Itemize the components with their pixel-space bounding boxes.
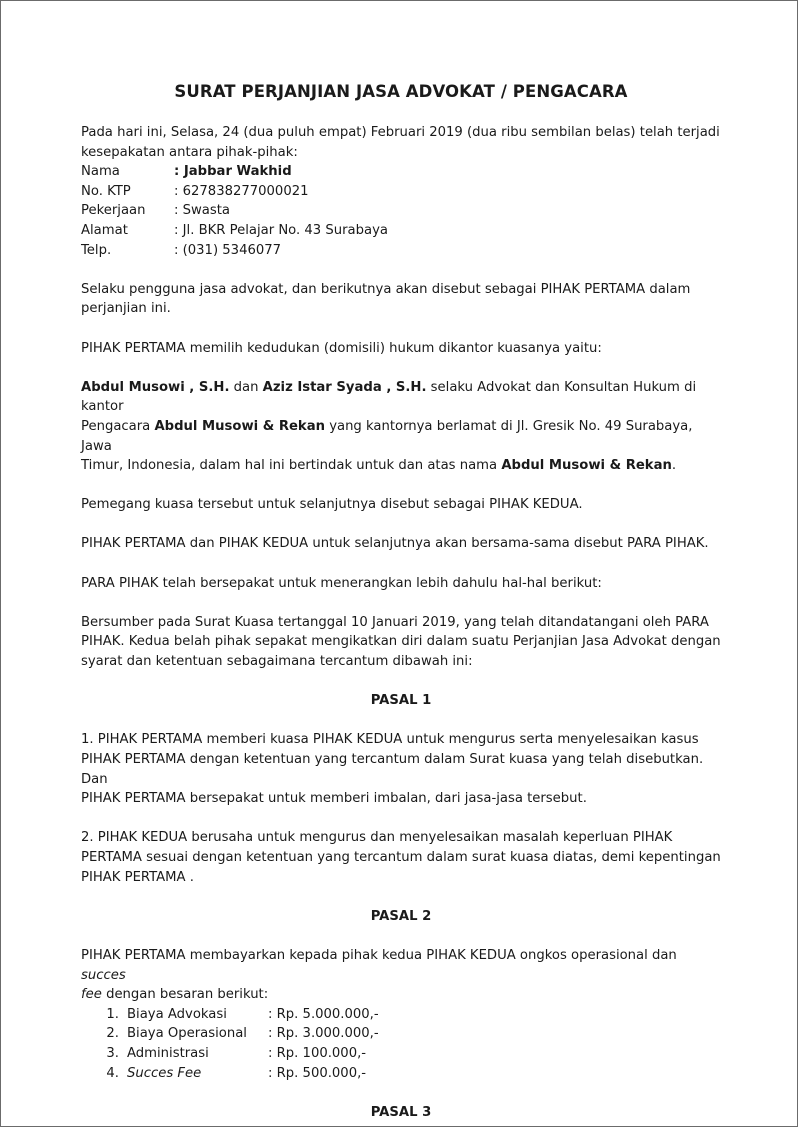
text-run: Timur, Indonesia, dalam hal ini bertindak untuk dan atas nama — [81, 458, 502, 474]
text-run: Pengacara — [81, 418, 155, 434]
paragraph-line: PIHAK. Kedua belah pihak sepakat mengikatkan diri dalam suatu Perjanjian Jasa Advokat dengan — [81, 634, 721, 650]
fee-number: 3. — [106, 1045, 119, 1061]
domisili-paragraph: PIHAK PERTAMA memilih kedudukan (domisili) hukum dikantor kuasanya yaitu: — [81, 340, 602, 356]
bersumber-paragraph — [81, 613, 721, 672]
fee-number: 4. — [106, 1065, 119, 1081]
sepakat-paragraph: PARA PIHAK telah bersepakat untuk menerangkan lebih dahulu hal-hal berikut: — [81, 575, 602, 591]
pasal-2-intro — [81, 946, 721, 1005]
intro-line: Pada hari ini, Selasa, 24 (dua puluh empat) Februari 2019 (dua ribu sembilan belas) telah terjadi — [81, 125, 720, 140]
field-label: Pekerjaan — [81, 203, 146, 219]
firm-name: Abdul Musowi & Rekan — [501, 458, 672, 474]
fee-item — [81, 1064, 721, 1084]
party-job-row — [81, 201, 721, 221]
fee-item — [81, 1024, 721, 1044]
party-phone-row — [81, 241, 721, 261]
fee-amount: : Rp. 500.000,- — [268, 1065, 367, 1081]
party-name-row — [81, 162, 721, 182]
pasal-3-heading: PASAL 3 — [370, 1104, 432, 1120]
paragraph-line: perjanjian ini. — [81, 301, 171, 317]
paragraph-line: PIHAK PERTAMA bersepakat untuk memberi imbalan, dari jasa-jasa tersebut. — [81, 791, 587, 807]
fee-item — [81, 1005, 721, 1025]
paragraph-line: Selaku pengguna jasa advokat, dan berikutnya akan disebut sebagai PIHAK PERTAMA dalam — [81, 281, 691, 297]
field-label: Telp. — [81, 242, 112, 258]
document-title: SURAT PERJANJIAN JASA ADVOKAT / PENGACARA — [174, 82, 628, 101]
text-run: PIHAK PERTAMA membayarkan kepada pihak kedua PIHAK KEDUA ongkos operasional dan — [81, 947, 677, 963]
paragraph-line: PIHAK PERTAMA . — [81, 869, 194, 885]
para-pihak-paragraph: PIHAK PERTAMA dan PIHAK KEDUA untuk selanjutnya akan bersama-sama disebut PARA PIHAK. — [81, 536, 709, 552]
field-value: : Jl. BKR Pelajar No. 43 Surabaya — [174, 222, 388, 238]
field-label: Nama — [81, 164, 120, 180]
paragraph-line: PERTAMA sesuai dengan ketentuan yang tercantum dalam surat kuasa diatas, demi kepentingan — [81, 849, 721, 865]
fee-amount: : Rp. 100.000,- — [268, 1045, 367, 1061]
field-label: Alamat — [81, 222, 128, 238]
paragraph-line: 1. PIHAK PERTAMA memberi kuasa PIHAK KEDUA untuk mengurus serta menyelesaikan kasus — [81, 732, 699, 748]
fee-label: Biaya Advokasi — [127, 1006, 227, 1022]
pasal-1-item-2 — [81, 828, 721, 887]
field-value: : Swasta — [174, 203, 230, 219]
paragraph-line: syarat dan ketentuan sebagaimana tercantum dibawah ini: — [81, 654, 473, 670]
fee-label: Succes Fee — [127, 1065, 202, 1081]
fee-label: Administrasi — [127, 1045, 209, 1061]
intro-paragraph — [81, 123, 721, 162]
paragraph-line: 2. PIHAK KEDUA berusaha untuk mengurus dan menyelesaikan masalah keperluan PIHAK — [81, 830, 673, 846]
field-label: No. KTP — [81, 183, 131, 199]
advokat-paragraph — [81, 378, 721, 476]
paragraph-line: Bersumber pada Surat Kuasa tertanggal 10 Januari 2019, yang telah ditandatangani oleh PARA — [81, 614, 709, 630]
fee-number: 2. — [106, 1026, 119, 1042]
text-run: . — [671, 458, 677, 474]
firm-name: Abdul Musowi & Rekan — [154, 418, 325, 434]
field-value: : Jabbar Wakhid — [174, 164, 292, 180]
intro-line: kesepakatan antara pihak-pihak: — [81, 144, 298, 160]
fee-label: Biaya Operasional — [127, 1026, 247, 1042]
text-run: selaku Advokat dan Konsultan Hukum di kantor — [81, 379, 697, 415]
pemegang-paragraph: Pemegang kuasa tersebut untuk selanjutnya disebut sebagai PIHAK KEDUA. — [81, 497, 583, 513]
pasal-1-item-1 — [81, 730, 721, 808]
advocate-name: Abdul Musowi , S.H. — [81, 379, 230, 395]
text-run: fee — [81, 987, 102, 1003]
paragraph-line: PIHAK PERTAMA dengan ketentuan yang tercantum dalam Surat kuasa yang telah disebutkan. Dan — [81, 752, 704, 787]
pasal-2-heading: PASAL 2 — [370, 908, 432, 924]
text-run: dengan besaran berikut: — [101, 987, 269, 1003]
advocate-name: Aziz Istar Syada , S.H. — [262, 379, 427, 395]
document-body — [81, 81, 721, 1122]
fee-amount: : Rp. 3.000.000,- — [268, 1026, 379, 1042]
pengguna-paragraph — [81, 280, 721, 319]
text-run: succes — [81, 967, 126, 983]
party-address-row — [81, 221, 721, 241]
fee-item — [81, 1044, 721, 1064]
text-run: dan — [229, 379, 263, 395]
fee-list — [81, 1005, 721, 1083]
fee-amount: : Rp. 5.000.000,- — [268, 1006, 379, 1022]
pasal-1-heading: PASAL 1 — [370, 693, 432, 709]
field-value: : 627838277000021 — [174, 183, 309, 199]
field-value: : (031) 5346077 — [174, 242, 282, 258]
fee-number: 1. — [106, 1006, 119, 1022]
party-one-details — [81, 162, 721, 260]
party-ktp-row — [81, 182, 721, 202]
text-run: yang kantornya berlamat di Jl. Gresik No. 49 Surabaya, Jawa — [81, 418, 693, 454]
